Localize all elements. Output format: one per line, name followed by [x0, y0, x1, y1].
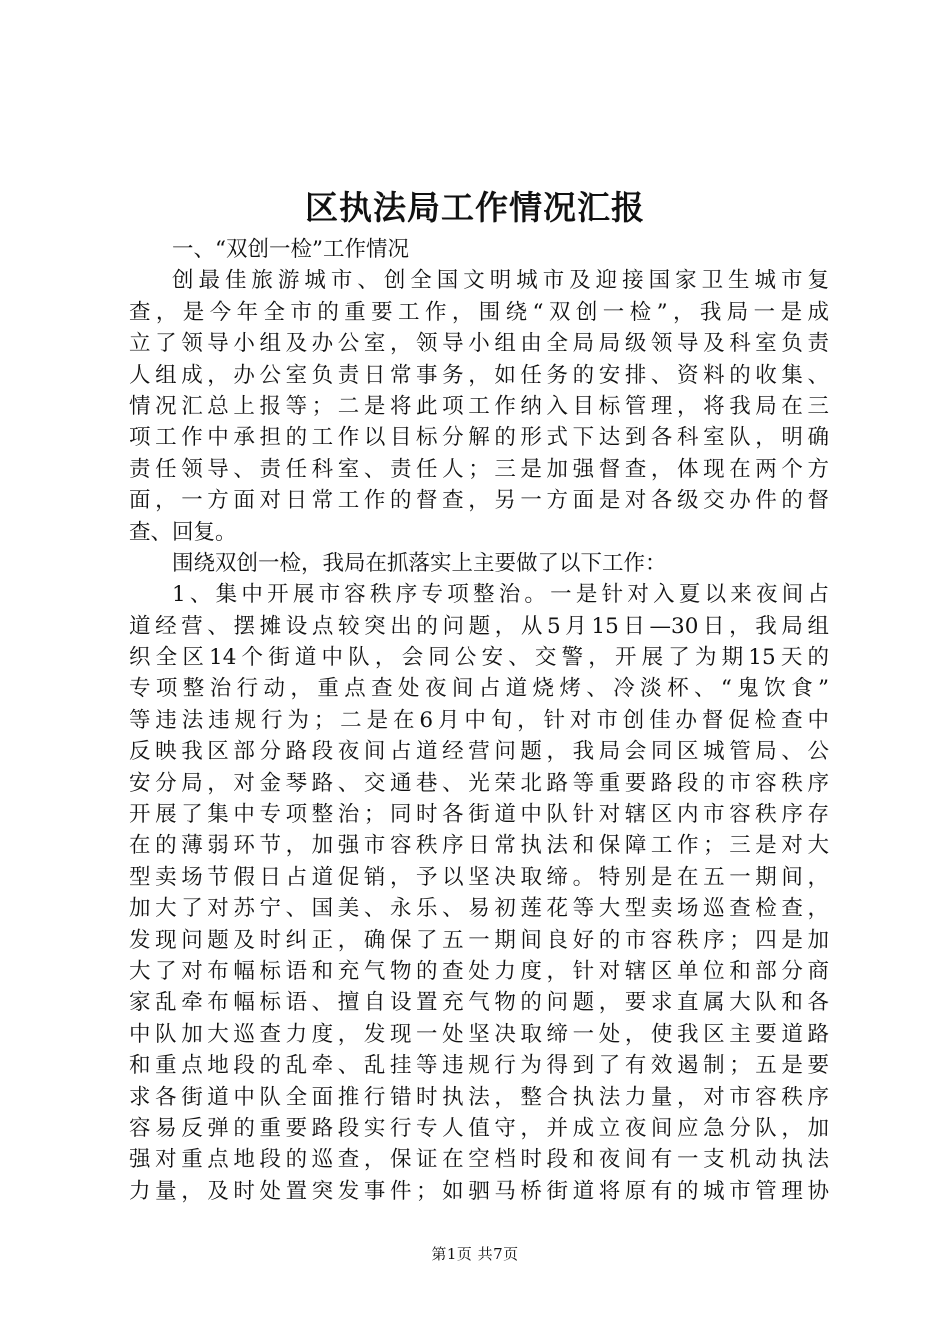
- text-line: 专项整治行动，重点查处夜间占道烧烤、冷淡杯、“鬼饮食”: [129, 676, 829, 702]
- text-line: 1、集中开展市容秩序专项整治。一是针对入夏以来夜间占: [172, 582, 829, 608]
- text-line: 开展了集中专项整治；同时各街道中队针对辖区内市容秩序存: [129, 802, 829, 828]
- text-line: 道经营、摆摊设点较突出的问题，从5月15日—30日，我局组: [129, 613, 829, 639]
- text-line: 家乱牵布幅标语、擅自设置充气物的问题，要求直属大队和各: [129, 990, 829, 1016]
- document-body: [129, 234, 829, 1207]
- text-line: 面，一方面对日常工作的督查，另一方面是对各级交办件的督: [129, 488, 829, 514]
- text-line: 等违法违规行为；二是在6月中旬，针对市创佳办督促检查中: [129, 707, 829, 733]
- text-line: 情况汇总上报等；二是将此项工作纳入目标管理，将我局在三: [129, 393, 829, 419]
- text-line: 责任领导、责任科室、责任人；三是加强督查，体现在两个方: [129, 456, 829, 482]
- text-line: 查、回复。: [129, 519, 237, 545]
- text-line: 创最佳旅游城市、创全国文明城市及迎接国家卫生城市复: [172, 268, 829, 294]
- text-line: 力量，及时处置突发事件；如驷马桥街道将原有的城市管理协: [129, 1178, 829, 1204]
- text-line: 加大了对苏宁、国美、永乐、易初莲花等大型卖场巡查检查，: [129, 896, 829, 922]
- text-line: 立了领导小组及办公室，领导小组由全局局级领导及科室负责: [129, 331, 829, 357]
- text-line: 发现问题及时纠正，确保了五一期间良好的市容秩序；四是加: [129, 927, 829, 953]
- text-line: 大了对布幅标语和充气物的查处力度，针对辖区单位和部分商: [129, 958, 829, 984]
- text-line: 在的薄弱环节，加强市容秩序日常执法和保障工作；三是对大: [129, 833, 829, 859]
- text-line: 人组成，办公室负责日常事务，如任务的安排、资料的收集、: [129, 362, 829, 388]
- text-line: 容易反弹的重要路段实行专人值守，并成立夜间应急分队，加: [129, 1115, 829, 1141]
- page-footer: 第1页 共7页: [431, 1245, 519, 1263]
- text-line: 围绕双创一检，我局在抓落实上主要做了以下工作：: [172, 550, 667, 576]
- text-line: 求各街道中队全面推行错时执法，整合执法力量，对市容秩序: [129, 1084, 829, 1110]
- text-line: 强对重点地段的巡查，保证在空档时段和夜间有一支机动执法: [129, 1147, 829, 1173]
- document-title: 区执法局工作情况汇报: [305, 188, 645, 227]
- text-line: 安分局，对金琴路、交通巷、光荣北路等重要路段的市容秩序: [129, 770, 829, 796]
- text-line: 查，是今年全市的重要工作，围绕“双创一检”，我局一是成: [129, 299, 829, 325]
- text-line: 项工作中承担的工作以目标分解的形式下达到各科室队，明确: [129, 425, 829, 451]
- text-line: 型卖场节假日占道促销，予以坚决取缔。特别是在五一期间，: [129, 864, 829, 890]
- text-line: 织全区14个街道中队，会同公安、交警，开展了为期15天的: [129, 645, 829, 671]
- text-line: 反映我区部分路段夜间占道经营问题，我局会同区城管局、公: [129, 739, 829, 765]
- text-line: 中队加大巡查力度，发现一处坚决取缔一处，使我区主要道路: [129, 1021, 829, 1047]
- section-heading: 一、“双创一检”工作情况: [172, 237, 409, 262]
- text-line: 和重点地段的乱牵、乱挂等违规行为得到了有效遏制；五是要: [129, 1053, 829, 1079]
